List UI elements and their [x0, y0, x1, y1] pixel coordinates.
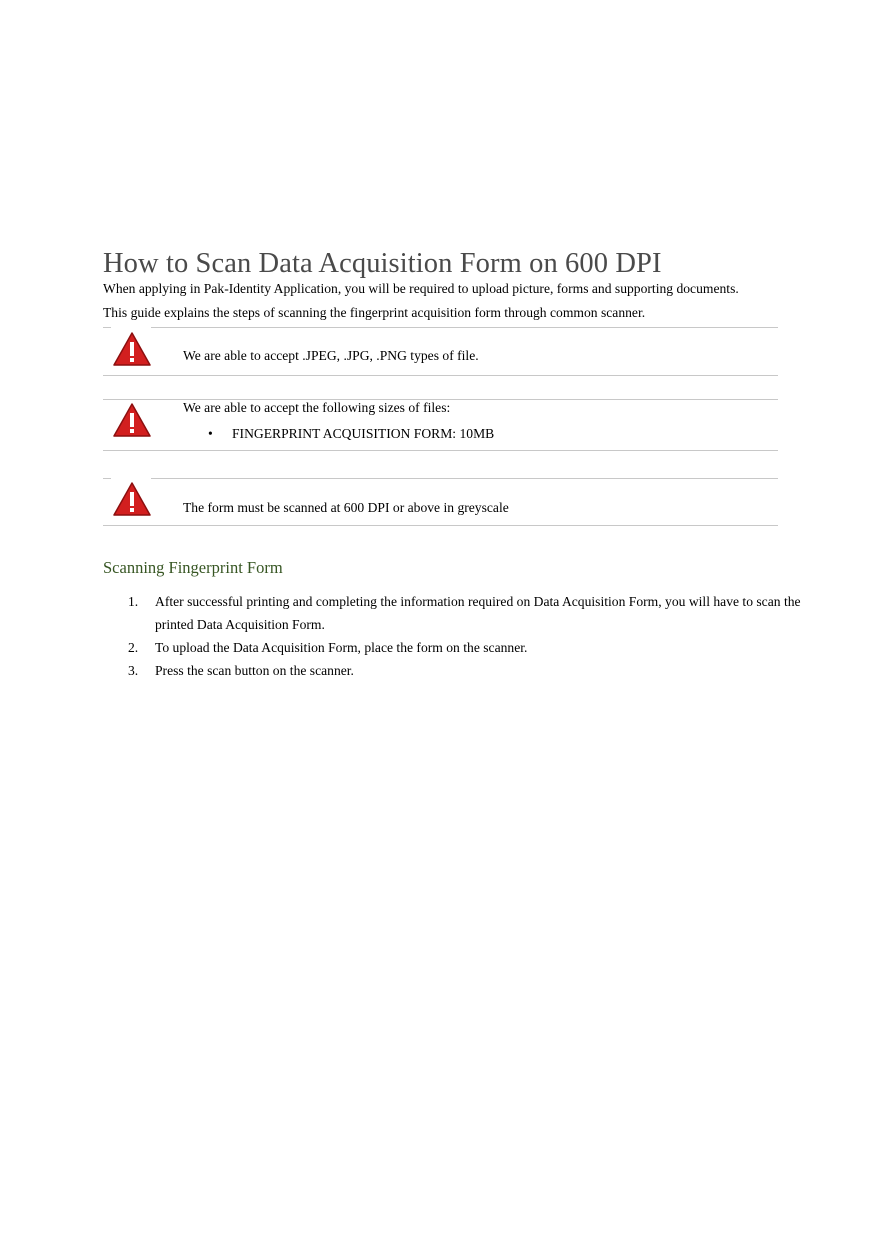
- step-text: Press the scan button on the scanner.: [155, 663, 354, 678]
- callout-text: We are able to accept the following sizes of files:: [183, 400, 451, 415]
- page-title: How to Scan Data Acquisition Form on 600 DPI: [103, 248, 662, 279]
- bullet-item: [208, 426, 494, 442]
- callout-rule-top: [151, 327, 778, 328]
- callout-text: We are able to accept .JPEG, .JPG, .PNG types of file.: [183, 348, 479, 363]
- steps-list: [103, 590, 803, 682]
- list-item: [103, 659, 803, 682]
- callout-dpi-requirement: [103, 478, 778, 526]
- step-number: 2.: [128, 640, 139, 655]
- callout-rule-tick: [103, 327, 111, 328]
- warning-icon: [112, 481, 152, 517]
- bullet-marker: •: [208, 426, 213, 441]
- section-heading: Scanning Fingerprint Form: [103, 558, 283, 577]
- callout-file-types: [103, 327, 778, 376]
- list-item: [103, 590, 803, 636]
- bullet-text: FINGERPRINT ACQUISITION FORM: 10MB: [232, 426, 495, 441]
- intro-paragraph-line-1: When applying in Pak-Identity Application, you will be required to upload picture, forms and supporting documents.: [103, 281, 739, 296]
- warning-icon: [112, 402, 152, 438]
- callout-rule-top: [151, 478, 778, 479]
- warning-icon: [112, 331, 152, 367]
- step-text: To upload the Data Acquisition Form, place the form on the scanner.: [155, 640, 528, 655]
- step-number: 3.: [128, 663, 139, 678]
- callout-text: The form must be scanned at 600 DPI or above in greyscale: [183, 500, 509, 515]
- list-item: [103, 636, 803, 659]
- step-number: 1.: [128, 594, 139, 609]
- step-text: After successful printing and completing the information required on Data Acquisition Form, you will have to scan the printed Data Acquisition Form.: [155, 594, 801, 632]
- callout-rule-tick: [103, 478, 111, 479]
- intro-paragraph-line-2: This guide explains the steps of scanning the fingerprint acquisition form through common scanner.: [103, 305, 646, 320]
- callout-file-sizes: [103, 399, 778, 451]
